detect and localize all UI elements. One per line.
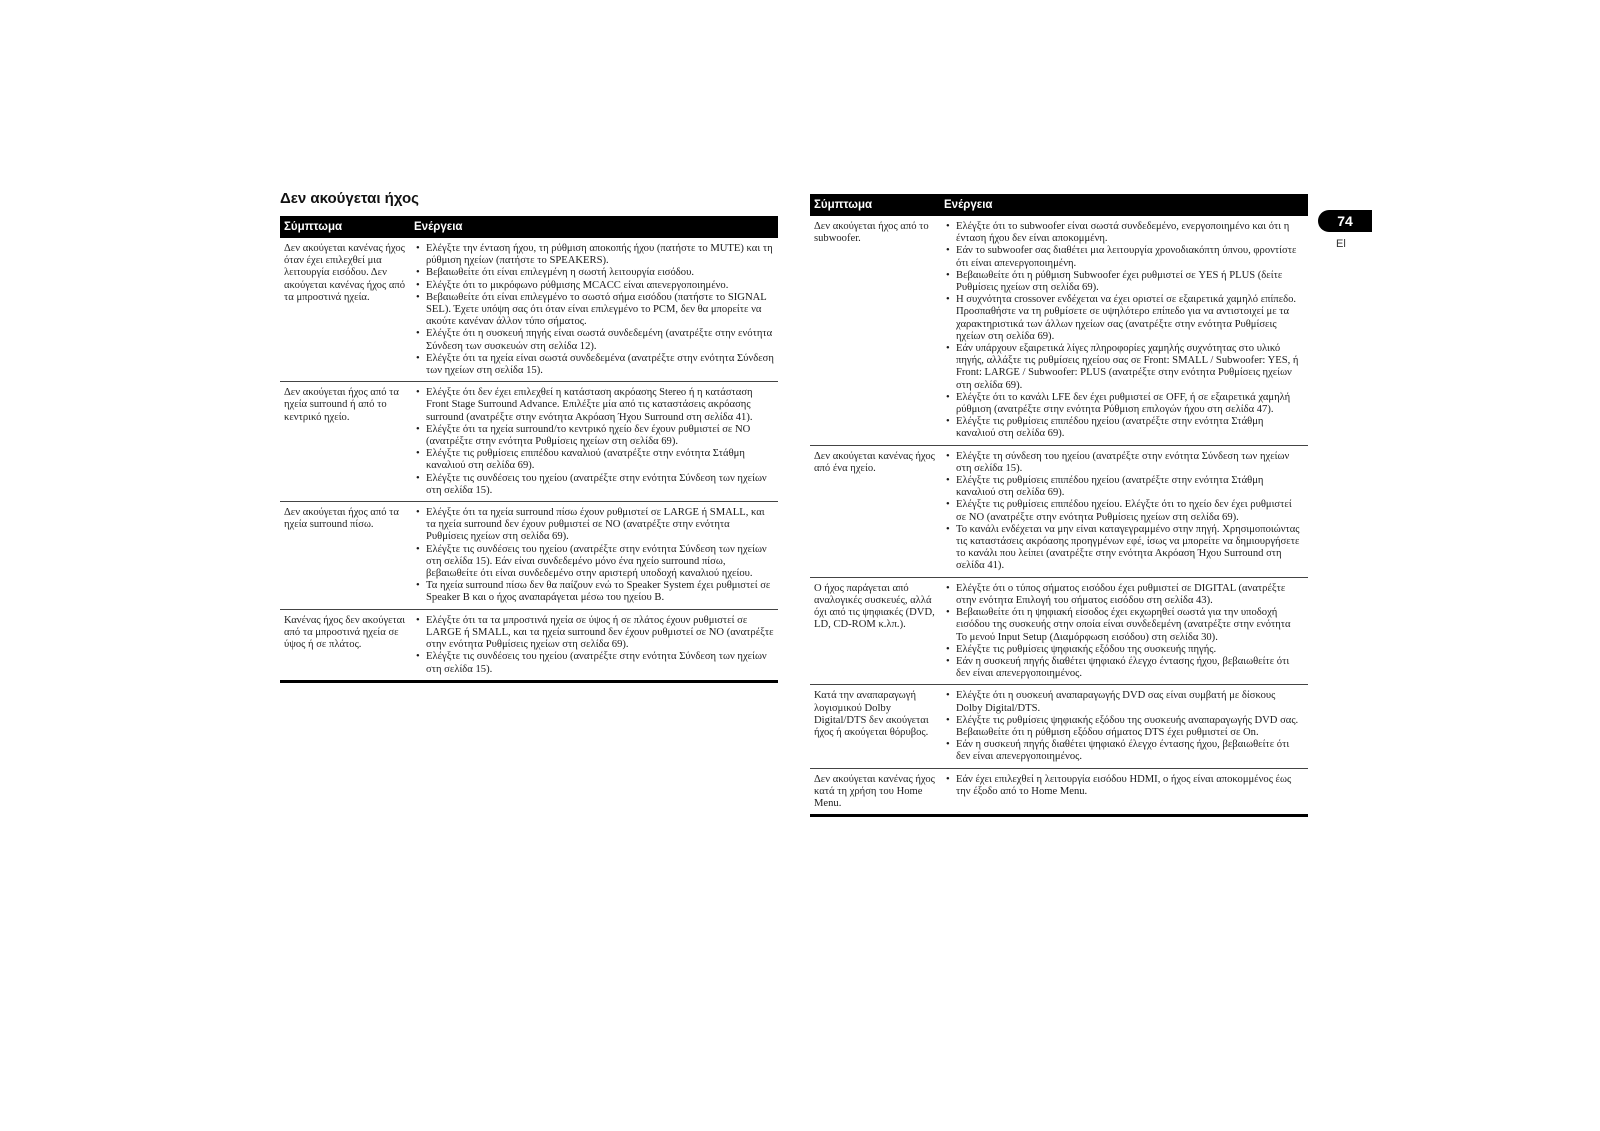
table-row — [280, 382, 778, 502]
action-item: • Ελέγξτε ότι ο τύπος σήματος εισόδου έχει ρυθμιστεί σε DIGITAL (ανατρέξτε στην ενότητα Επιλογή του σήματος εισόδου στη σελίδα 43). — [944, 583, 1304, 607]
action-item: • Ελέγξτε τη σύνδεση του ηχείου (ανατρέξτε στην ενότητα Σύνδεση των ηχείων στη σελίδα 15). — [944, 451, 1304, 475]
action-list — [414, 387, 774, 497]
symptom-column-header: Σύμπτωμα — [810, 194, 940, 216]
action-item: • Ελέγξτε τις ρυθμίσεις επιπέδου ηχείου (ανατρέξτε στην ενότητα Στάθμη καναλιού στη σελίδα 69). — [944, 475, 1304, 499]
action-item: • Βεβαιωθείτε ότι η ρύθμιση Subwoofer έχει ρυθμιστεί σε YES ή PLUS (δείτε Ρυθμίσεις ηχείων στη σελίδα 69). — [944, 270, 1304, 294]
table-row — [810, 577, 1308, 685]
action-item: • Εάν υπάρχουν εξαιρετικά λίγες πληροφορίες χαμηλής συχνότητας στο υλικό πηγής, αλλάξτε τις ρυθμίσεις ηχείου σας σε Front: SMALL / Subwoofer: YES, ή Front: LARGE / Subwoofer: PLUS (ανατρέξτε στην ενότητα Ρυθμίσεις ηχείων στη σελίδα 69). — [944, 343, 1304, 392]
symptom-cell: Ο ήχος παράγεται από αναλογικές συσκευές, αλλά όχι από τις ψηφιακές (DVD, LD, CD-ROM κ.λπ.). — [810, 577, 940, 685]
table-row — [280, 238, 778, 382]
action-item: • Ελέγξτε τις ρυθμίσεις ψηφιακής εξόδου της συσκευής πηγής. — [944, 644, 1304, 656]
table-header-row — [280, 216, 778, 238]
action-item: • Ελέγξτε τις συνδέσεις του ηχείου (ανατρέξτε στην ενότητα Σύνδεση των ηχείων στη σελίδα 15). — [414, 651, 774, 675]
action-item: • Το κανάλι ενδέχεται να μην είναι καταγεγραμμένο στην πηγή. Χρησιμοποιώντας τις καταστάσεις ακρόασης προηγμένων εφέ, ίσως να μπορείτε να δημιουργήσετε το κανάλι που λείπει (ανατρέξτε στην ενότητα Ακρόαση Ήχου Surround στη σελίδα 41). — [944, 524, 1304, 573]
action-list — [414, 507, 774, 605]
table-row — [810, 216, 1308, 445]
action-item: • Ελέγξτε ότι το subwoofer είναι σωστά συνδεδεμένο, ενεργοποιημένο και ότι η ένταση ήχου δεν είναι αποκομμένη. — [944, 221, 1304, 245]
action-item: • Ελέγξτε τις συνδέσεις του ηχείου (ανατρέξτε στην ενότητα Σύνδεση των ηχείων στη σελίδα 15). — [414, 473, 774, 497]
action-cell — [410, 502, 778, 610]
action-item: • Ελέγξτε ότι το κανάλι LFE δεν έχει ρυθμιστεί σε OFF, ή σε εξαιρετικά χαμηλή ρύθμιση (ανατρέξτε στην ενότητα Ρύθμιση επιλογών ήχου στη σελίδα 47). — [944, 392, 1304, 416]
action-item: • Η συχνότητα crossover ενδέχεται να έχει οριστεί σε εξαιρετικά χαμηλό επίπεδο. Προσπαθήστε να τη ρυθμίσετε σε υψηλότερο επίπεδο για να αντιστοιχεί με τα χαρακτηριστικά των άλλων ηχείων σας (ανατρέξτε στην ενότητα Ρυθμίσεις ηχείων στη σελίδα 69). — [944, 294, 1304, 343]
symptom-cell: Δεν ακούγεται κανένας ήχος κατά τη χρήση του Home Menu. — [814, 773, 935, 809]
action-cell — [940, 685, 1308, 768]
section-heading: Δεν ακούγεται ήχος — [280, 190, 419, 207]
troubleshooting-table-right — [810, 194, 1308, 817]
action-item: • Βεβαιωθείτε ότι είναι επιλεγμένη η σωστή λειτουργία εισόδου. — [414, 267, 774, 279]
action-list — [414, 243, 774, 377]
action-list — [944, 583, 1304, 681]
symptom-cell: Κανένας ήχος δεν ακούγεται από τα μπροστινά ηχεία σε ύψος ή σε πλάτος. — [284, 614, 406, 651]
action-item: • Ελέγξτε ότι δεν έχει επιλεχθεί η κατάσταση ακρόασης Stereo ή η κατάσταση Front Stage Surround Advance. Επιλέξτε μία από τις καταστάσεις ακρόασης surround (ανατρέξτε στην ενότητα Ακρόαση Ήχου Surround στη σελίδα 41). — [414, 387, 774, 424]
action-list — [944, 451, 1304, 573]
action-item: • Ελέγξτε τις ρυθμίσεις ψηφιακής εξόδου της συσκευής αναπαραγωγής DVD σας. Βεβαιωθείτε ότι η ρύθμιση εξόδου σήματος DTS έχει ρυθμιστεί σε On. — [944, 715, 1304, 739]
action-item: • Ελέγξτε ότι τα ηχεία surround/το κεντρικό ηχείο δεν έχουν ρυθμιστεί σε NO (ανατρέξτε στην ενότητα Ρυθμίσεις ηχείων στη σελίδα 69). — [414, 424, 774, 448]
troubleshooting-table-left — [280, 216, 778, 683]
table-row — [280, 609, 778, 681]
symptom-cell: Δεν ακούγεται ήχος από το subwoofer. — [810, 216, 940, 445]
action-column-header: Ενέργεια — [940, 194, 1308, 216]
symptom-cell: Κατά την αναπαραγωγή λογισμικού Dolby Digital/DTS δεν ακούγεται ήχος ή ακούγεται θόρυβος. — [810, 685, 940, 768]
action-cell — [940, 216, 1308, 445]
symptom-cell: Δεν ακούγεται κανένας ήχος από ένα ηχείο. — [810, 445, 940, 577]
symptom-cell: Δεν ακούγεται ήχος από τα ηχεία surround ή από το κεντρικό ηχείο. — [280, 382, 410, 502]
action-item: • Ελέγξτε ότι τα τα μπροστινά ηχεία σε ύψος ή σε πλάτος έχουν ρυθμιστεί σε LARGE ή SMALL, και τα ηχεία surround δεν έχουν ρυθμιστεί σε NO (ανατρέξτε στην ενότητα Ρυθμίσεις ηχείων στη σελίδα 69). — [414, 615, 774, 652]
action-cell — [410, 609, 778, 681]
table-row — [280, 502, 778, 610]
table-row — [810, 685, 1308, 768]
symptom-cell: Δεν ακούγεται κανένας ήχος όταν έχει επιλεχθεί μια λειτουργία εισόδου. Δεν ακούγεται κανένας ήχος από τα μπροστινά ηχεία. — [280, 238, 410, 382]
action-item: • Ελέγξτε την ένταση ήχου, τη ρύθμιση αποκοπής ήχου (πατήστε το MUTE) και τη ρύθμιση ηχείων (πατήστε το SPEAKERS). — [414, 243, 774, 267]
action-item: • Ελέγξτε τις ρυθμίσεις επιπέδου ηχείου. Ελέγξτε ότι το ηχείο δεν έχει ρυθμιστεί σε NO (ανατρέξτε στην ενότητα Ρυθμίσεις ηχείων στη σελίδα 69). — [944, 499, 1304, 523]
action-item: • Ελέγξτε ότι τα ηχεία surround πίσω έχουν ρυθμιστεί σε LARGE ή SMALL, και τα ηχεία surround δεν έχουν ρυθμιστεί σε NO (ανατρέξτε στην ενότητα Ρυθμίσεις ηχείων στη σελίδα 69). — [414, 507, 774, 544]
language-code: El — [1336, 238, 1346, 250]
table-row — [810, 768, 1308, 816]
action-cell — [410, 382, 778, 502]
symptom-column-header: Σύμπτωμα — [280, 216, 410, 238]
action-item: • Ελέγξτε τις συνδέσεις του ηχείου (ανατρέξτε στην ενότητα Σύνδεση των ηχείων στη σελίδα 15). Εάν είναι συνδεδεμένο μόνο ένα ηχείο surround πίσω, βεβαιωθείτε ότι είναι συνδεδεμένο στην αριστερή υποδοχή καναλιού ηχείου. — [414, 544, 774, 581]
table-header-row — [810, 194, 1308, 216]
action-item: • Ελέγξτε ότι το μικρόφωνο ρύθμισης MCACC είναι απενεργοποιημένο. — [414, 280, 774, 292]
action-item: • Βεβαιωθείτε ότι είναι επιλεγμένο το σωστό σήμα εισόδου (πατήστε το SIGNAL SEL). Έχετε υπόψη σας ότι όταν είναι επιλεγμένο το PCM, δεν θα μπορείτε να ακούτε κανέναν άλλον τύπο σήματος. — [414, 292, 774, 329]
action-list — [414, 615, 774, 676]
action-item: • Εάν η συσκευή πηγής διαθέτει ψηφιακό έλεγχο έντασης ήχου, βεβαιωθείτε ότι δεν είναι απενεργοποιημένος. — [944, 656, 1304, 680]
action-item: • Βεβαιωθείτε ότι η ψηφιακή είσοδος έχει εκχωρηθεί σωστά για την υποδοχή εισόδου της συσκευής στην οποία είναι συνδεδεμένη (ανατρέξτε στην ενότητα Το μενού Input Setup (Διαμόρφωση εισόδου) στη σελίδα 30). — [944, 607, 1304, 644]
action-item: • Εάν το subwoofer σας διαθέτει μια λειτουργία χρονοδιακόπτη ύπνου, φροντίστε ότι είναι απενεργοποιημένη. — [944, 245, 1304, 269]
action-column-header: Ενέργεια — [410, 216, 778, 238]
action-cell — [410, 238, 778, 382]
table-row — [810, 445, 1308, 577]
action-item: • Εάν έχει επιλεχθεί η λειτουργία εισόδου HDMI, ο ήχος είναι αποκομμένος έως την έξοδο από το Home Menu. — [944, 774, 1304, 798]
page-number-tab: 74 — [1318, 210, 1372, 232]
action-item: • Εάν η συσκευή πηγής διαθέτει ψηφιακό έλεγχο έντασης ήχου, βεβαιωθείτε ότι δεν είναι απενεργοποιημένος. — [944, 739, 1304, 763]
action-item: • Ελέγξτε ότι τα ηχεία είναι σωστά συνδεδεμένα (ανατρέξτε στην ενότητα Σύνδεση των ηχείων στη σελίδα 15). — [414, 353, 774, 377]
symptom-cell: Δεν ακούγεται ήχος από τα ηχεία surround πίσω. — [280, 502, 410, 610]
action-list — [944, 774, 1304, 798]
action-item: • Ελέγξτε ότι η συσκευή πηγής είναι σωστά συνδεδεμένη (ανατρέξτε στην ενότητα Σύνδεση των συσκευών στη σελίδα 12). — [414, 328, 774, 352]
action-cell — [940, 768, 1308, 816]
action-item: • Τα ηχεία surround πίσω δεν θα παίζουν ενώ το Speaker System έχει ρυθμιστεί σε Speaker B και ο ήχος αναπαράγεται μέσω του ηχείου B. — [414, 580, 774, 604]
action-item: • Ελέγξτε τις ρυθμίσεις επιπέδου καναλιού (ανατρέξτε στην ενότητα Στάθμη καναλιού στη σελίδα 69). — [414, 448, 774, 472]
action-cell — [940, 445, 1308, 577]
action-item: • Ελέγξτε τις ρυθμίσεις επιπέδου ηχείου (ανατρέξτε στην ενότητα Στάθμη καναλιού στη σελίδα 69). — [944, 416, 1304, 440]
action-cell — [940, 577, 1308, 685]
action-list — [944, 221, 1304, 441]
action-item: • Ελέγξτε ότι η συσκευή αναπαραγωγής DVD σας είναι συμβατή με δίσκους Dolby Digital/DTS. — [944, 690, 1304, 714]
action-list — [944, 690, 1304, 763]
